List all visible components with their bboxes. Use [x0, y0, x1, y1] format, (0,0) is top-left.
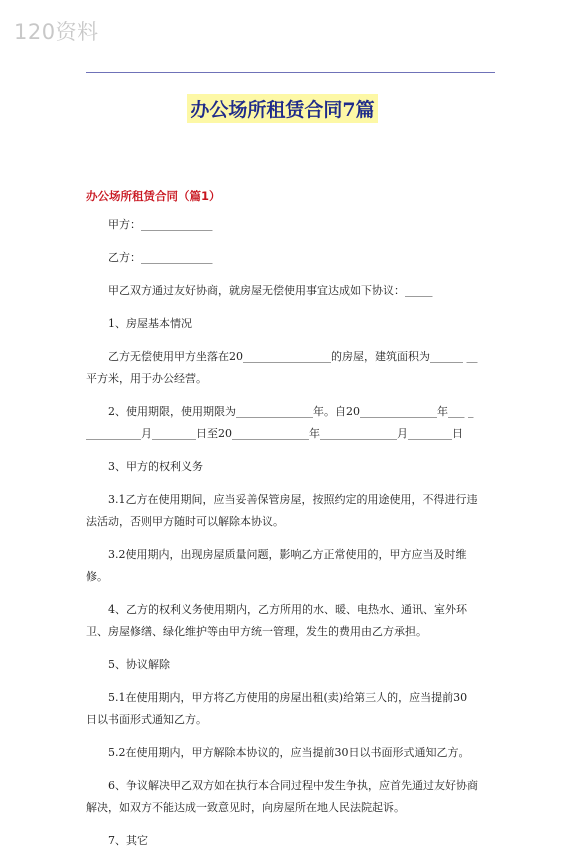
- clause-term: 2、使用期限，使用期限为______________年。自20______________年___ ___________月________日至20______________年______________月________日: [86, 405, 474, 440]
- clause-3-1: 3.1乙方在使用期间，应当妥善保管房屋，按照约定的用途使用，不得进行违法活动，否则甲方随时可以解除本协议。: [86, 493, 478, 528]
- header-divider: [86, 72, 495, 73]
- party-a-line: 甲方：_____________: [108, 218, 213, 231]
- clause-property-details: 乙方无偿使用甲方坐落在20________________的房屋，建筑面积为______ __平方米，用于办公经营。: [86, 350, 478, 385]
- party-b-line: 乙方：_____________: [108, 251, 213, 264]
- document-title: 办公场所租赁合同7篇: [187, 94, 377, 123]
- clause-heading-termination: 5、协议解除: [108, 658, 170, 671]
- watermark-logo: 120资料: [14, 20, 99, 44]
- clause-5-1: 5.1在使用期内，甲方将乙方使用的房屋出租(卖)给第三人的，应当提前30日以书面形式通知乙方。: [86, 691, 468, 726]
- clause-dispute: 6、争议解决甲乙双方如在执行本合同过程中发生争执，应首先通过友好协商解决，如双方不能达成一致意见时，向房屋所在地人民法院起诉。: [86, 779, 478, 814]
- clause-heading-other: 7、其它: [108, 834, 148, 847]
- clause-heading-party-a-rights: 3、甲方的权利义务: [108, 460, 203, 473]
- clause-party-b-rights: 4、乙方的权利义务使用期内，乙方所用的水、暖、电热水、通讯、室外环卫、房屋修缮、绿化维护等由甲方统一管理，发生的费用由乙方承担。: [86, 603, 467, 638]
- document-body: [86, 214, 478, 863]
- document-title-block: [0, 94, 565, 123]
- clause-5-2: 5.2在使用期内，甲方解除本协议的，应当提前30日以书面形式通知乙方。: [108, 746, 470, 759]
- clause-3-2: 3.2使用期内，出现房屋质量问题，影响乙方正常使用的，甲方应当及时维修。: [86, 548, 467, 583]
- agreement-intro: 甲乙双方通过友好协商，就房屋无偿使用事宜达成如下协议：_____: [108, 284, 433, 297]
- clause-heading-property: 1、房屋基本情况: [108, 317, 192, 330]
- section-heading: 办公场所租赁合同（篇1）: [86, 189, 221, 203]
